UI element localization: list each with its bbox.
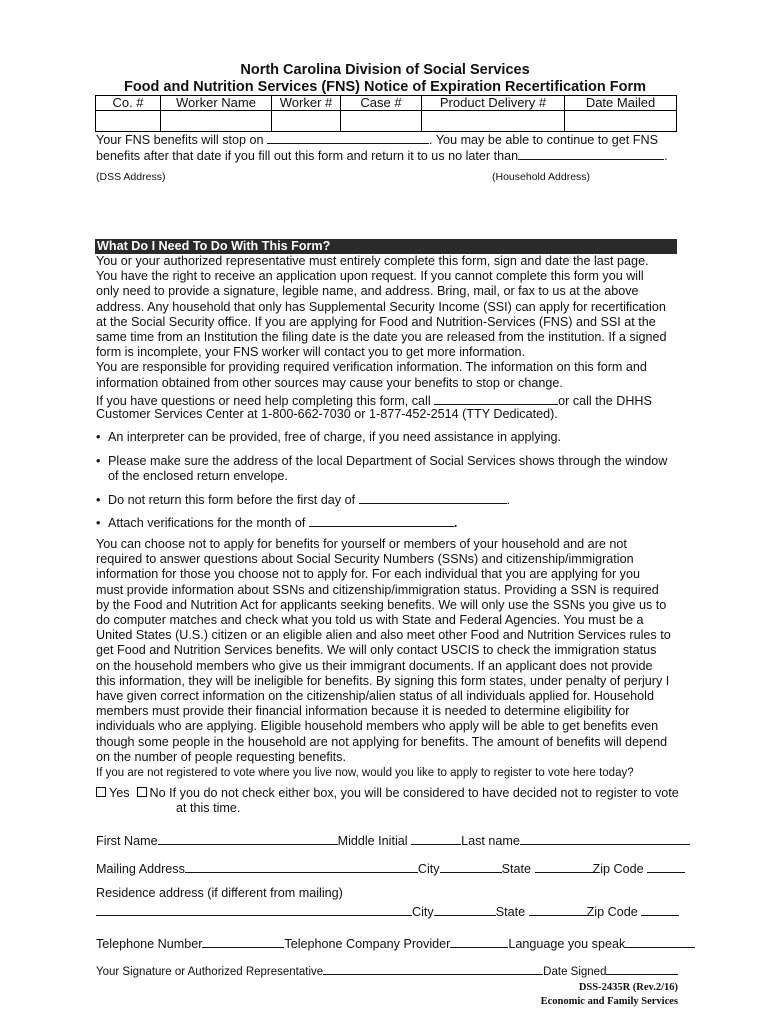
section-heading: What Do I Need To Do With This Form? xyxy=(95,239,677,254)
residence-state-field[interactable] xyxy=(529,903,587,916)
date-signed-field[interactable] xyxy=(606,962,678,975)
col-worker-num: Worker # xyxy=(272,96,341,111)
return-by-field[interactable] xyxy=(518,147,664,160)
division-name: Economic and Family Services xyxy=(540,996,678,1007)
first-name-field[interactable] xyxy=(158,832,338,845)
signature-field[interactable] xyxy=(323,962,543,975)
date-mailed-cell[interactable] xyxy=(565,111,677,132)
vote-no-checkbox[interactable] xyxy=(137,787,147,797)
dss-address-label: (DSS Address) xyxy=(96,171,166,183)
mailing-zip-field[interactable] xyxy=(647,860,685,873)
help-phone-field[interactable] xyxy=(434,392,558,405)
instructions-para: You or your authorized representative must entirely complete this form, sign and date the last page. You have the right to receive an application upon request. If you cannot complete this form you will only need to provide a signature, legible name, and address. Bring, mail, or fax to us at the above address. Any household that only has Supplemental Security Income (SSI) can apply for recertification at the Social Security office. If you are applying for Food and Nutrition-Services (FNS) and SSI at the same time from an Institution the filing date is the date you are released from the institution. If a signed form is incomplete, your FNS worker will contact you to get more information. You are responsible for providing required verification information. The information on this form and information obtained from other sources may cause your benefits to stop or change. xyxy=(96,254,667,390)
residence-row: City State Zip Code xyxy=(96,903,679,919)
ssn-para: You can choose not to apply for benefits for yourself or members of your household and are not required to answer questions about Social Security Numbers (SSNs) and citizenship/immigration information for those you choose not to apply for. For each individual that you are applying for you must provide information about SSNs and citizenship/immigration status. Providing a SSN is required by the Food and Nutrition Act for applicants seeking benefits. We will only use the SSNs you give us to do computer matches and check what you told us with State and Federal Agencies. You must be a United States (U.S.) citizen or an eligible alien and also meet other Food and Nutrition Services rules to get Food and Nutrition Services benefits. We will only contact USCIS to check the immigration status on the household members who give us their immigrant documents. If an applicant does not provide this information, they will be ineligible for benefits. By signing this form states, under penalty of perjury I have given correct information on the citizenship/alien status of all individuals applied for. Household members must provide their financial information because it is needed to determine eligibility for individuals who are applying. Eligible household members who apply will be able to get benefits even though some people in the household are not applying for benefits. The amount of benefits will depend on the number of people requesting benefits. xyxy=(96,537,671,764)
bullet-verifications: • Attach verifications for the month of . xyxy=(96,516,458,530)
middle-initial-field[interactable] xyxy=(411,832,461,845)
col-co: Co. # xyxy=(96,96,161,111)
bullet-address: • Please make sure the address of the local Department of Social Services shows through the window of the enclosed return envelope. xyxy=(96,454,668,484)
first-day-field[interactable] xyxy=(359,491,507,504)
vote-no-text-2: at this time. xyxy=(176,801,241,815)
col-worker-name: Worker Name xyxy=(161,96,272,111)
last-name-field[interactable] xyxy=(520,832,690,845)
case-info-table xyxy=(95,95,677,132)
residence-zip-field[interactable] xyxy=(641,903,679,916)
signature-row: Your Signature or Authorized Representative Date Signed xyxy=(96,962,678,978)
residence-label: Residence address (if different from mailing) xyxy=(96,886,343,900)
first-name-row: First Name Middle Initial Last name xyxy=(96,832,690,848)
return-by-line: benefits after that date if you fill out this form and return it to us no later than . xyxy=(96,149,668,163)
mailing-address-field[interactable] xyxy=(185,860,418,873)
verification-month-field[interactable] xyxy=(309,514,454,527)
case-cell[interactable] xyxy=(341,111,422,132)
vote-yes-checkbox[interactable] xyxy=(96,787,106,797)
worker-num-cell[interactable] xyxy=(272,111,341,132)
vote-question: If you are not registered to vote where you live now, would you like to apply to register to vote here today? xyxy=(96,767,634,779)
worker-name-cell[interactable] xyxy=(161,111,272,132)
product-delivery-cell[interactable] xyxy=(422,111,565,132)
co-cell[interactable] xyxy=(96,111,161,132)
help-line: If you have questions or need help completing this form, call or call the DHHS xyxy=(96,394,652,408)
bullet-return-date: • Do not return this form before the first day of . xyxy=(96,493,511,507)
mailing-city-field[interactable] xyxy=(440,860,502,873)
telephone-field[interactable] xyxy=(202,935,284,948)
stop-date-field[interactable] xyxy=(267,131,429,144)
col-case: Case # xyxy=(341,96,422,111)
form-title: Food and Nutrition Services (FNS) Notice of Expiration Recertification Form xyxy=(123,79,647,95)
household-address-label: (Household Address) xyxy=(492,171,591,183)
telephone-row: Telephone Number Telephone Company Provider Language you speak xyxy=(96,935,695,951)
residence-address-field[interactable] xyxy=(96,903,412,916)
help-line-2: Customer Services Center at 1-800-662-7030 or 1-877-452-2514 (TTY Dedicated). xyxy=(96,407,558,421)
col-product-delivery: Product Delivery # xyxy=(422,96,565,111)
form-id: DSS-2435R (Rev.2/16) xyxy=(578,982,678,993)
phone-provider-field[interactable] xyxy=(450,935,508,948)
mailing-state-field[interactable] xyxy=(535,860,593,873)
bullet-interpreter: • An interpreter can be provided, free of charge, if you need assistance in applying. xyxy=(96,430,561,444)
agency-title: North Carolina Division of Social Services xyxy=(240,62,530,78)
residence-city-field[interactable] xyxy=(434,903,496,916)
mailing-address-row: Mailing Address City State Zip Code xyxy=(96,860,685,876)
stop-date-line: Your FNS benefits will stop on . You may be able to continue to get FNS xyxy=(96,133,658,147)
language-field[interactable] xyxy=(625,935,695,948)
vote-options: Yes No If you do not check either box, you will be considered to have decided not to register to vote xyxy=(96,786,679,801)
col-date-mailed: Date Mailed xyxy=(565,96,677,111)
